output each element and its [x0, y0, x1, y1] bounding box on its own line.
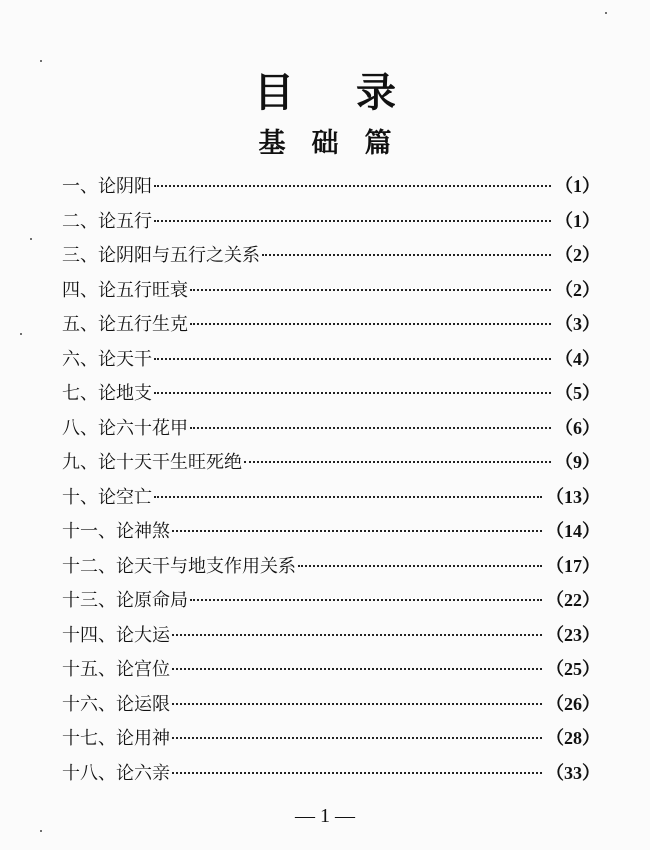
toc-entry [62, 172, 600, 207]
dot-leader [298, 563, 542, 567]
dot-leader [154, 494, 542, 498]
toc-entry-label: 十二、论天干与地支作用关系 [62, 555, 296, 577]
toc-entry-page-number: （9） [555, 452, 600, 472]
toc-entry-page-number: （2） [555, 279, 600, 300]
toc-entry [62, 379, 600, 414]
scan-speck [30, 238, 32, 240]
dot-leader [262, 252, 551, 256]
toc-entry-label: 十五、论宫位 [62, 659, 170, 680]
toc-entry-label: 一、论阴阳 [62, 176, 152, 197]
toc-entry [62, 759, 600, 794]
toc-entry-label: 八、论六十花甲 [62, 417, 188, 439]
toc-entry [62, 586, 600, 621]
toc-entry-page-number: （6） [555, 417, 600, 438]
dot-leader [190, 321, 551, 325]
toc-entry-label: 六、论天干 [62, 348, 152, 370]
dot-leader [154, 218, 551, 222]
toc-entry [62, 621, 600, 656]
toc-entry-page-number: （17） [546, 555, 600, 576]
scan-speck [40, 60, 42, 62]
toc-entry-page-number: （23） [546, 624, 600, 645]
toc-entry [62, 310, 600, 345]
toc-entry-label: 十一、论神煞 [62, 521, 170, 542]
toc-entry [62, 655, 600, 690]
toc-entry-label: 四、论五行旺衰 [62, 279, 188, 301]
scan-speck [605, 12, 607, 14]
toc-entry-page-number: （26） [546, 693, 600, 714]
toc-entry-page-number: （14） [546, 521, 600, 541]
toc-entry-page-number: （33） [546, 762, 600, 783]
toc-entry [62, 345, 600, 380]
dot-leader [172, 666, 542, 670]
table-of-contents [62, 172, 600, 793]
toc-entry-label: 七、论地支 [62, 383, 152, 404]
toc-entry [62, 448, 600, 483]
toc-entry-label: 十七、论用神 [62, 728, 170, 749]
dot-leader [190, 597, 542, 601]
toc-entry-page-number: （25） [546, 659, 600, 679]
dot-leader [244, 459, 551, 463]
toc-entry-label: 九、论十天干生旺死绝 [62, 452, 242, 473]
toc-entry [62, 241, 600, 276]
toc-entry-page-number: （1） [555, 176, 600, 196]
page-title: 目录 [254, 70, 458, 116]
toc-entry-page-number: （4） [555, 348, 600, 369]
page-number-footer: — 1 — [295, 805, 355, 827]
toc-entry-label: 十六、论运限 [62, 693, 170, 715]
section-subtitle: 基础篇 [258, 128, 418, 159]
dot-leader [172, 770, 542, 774]
toc-entry [62, 207, 600, 242]
toc-entry-page-number: （28） [546, 728, 600, 748]
toc-entry-label: 三、论阴阳与五行之关系 [62, 245, 260, 266]
dot-leader [172, 528, 542, 532]
toc-entry [62, 276, 600, 311]
toc-entry-page-number: （22） [546, 590, 600, 610]
toc-entry-page-number: （5） [555, 383, 600, 403]
scan-speck [20, 333, 22, 335]
dot-leader [172, 632, 542, 636]
toc-entry-page-number: （2） [555, 245, 600, 265]
toc-entry [62, 483, 600, 518]
toc-entry [62, 690, 600, 725]
toc-entry [62, 414, 600, 449]
toc-entry-label: 五、论五行生克 [62, 314, 188, 335]
toc-entry-label: 十、论空亡 [62, 486, 152, 508]
toc-entry-label: 十八、论六亲 [62, 762, 170, 784]
toc-entry-page-number: （1） [555, 210, 600, 231]
dot-leader [154, 390, 551, 394]
dot-leader [172, 701, 542, 705]
dot-leader [190, 287, 551, 291]
toc-entry-page-number: （13） [546, 486, 600, 507]
dot-leader [190, 425, 551, 429]
toc-entry-label: 十四、论大运 [62, 624, 170, 646]
toc-entry-label: 二、论五行 [62, 210, 152, 232]
dot-leader [154, 356, 551, 360]
toc-entry-page-number: （3） [555, 314, 600, 334]
toc-entry [62, 724, 600, 759]
toc-entry [62, 517, 600, 552]
toc-entry-label: 十三、论原命局 [62, 590, 188, 611]
dot-leader [154, 183, 551, 187]
scan-speck [40, 830, 42, 832]
toc-entry [62, 552, 600, 587]
dot-leader [172, 735, 542, 739]
